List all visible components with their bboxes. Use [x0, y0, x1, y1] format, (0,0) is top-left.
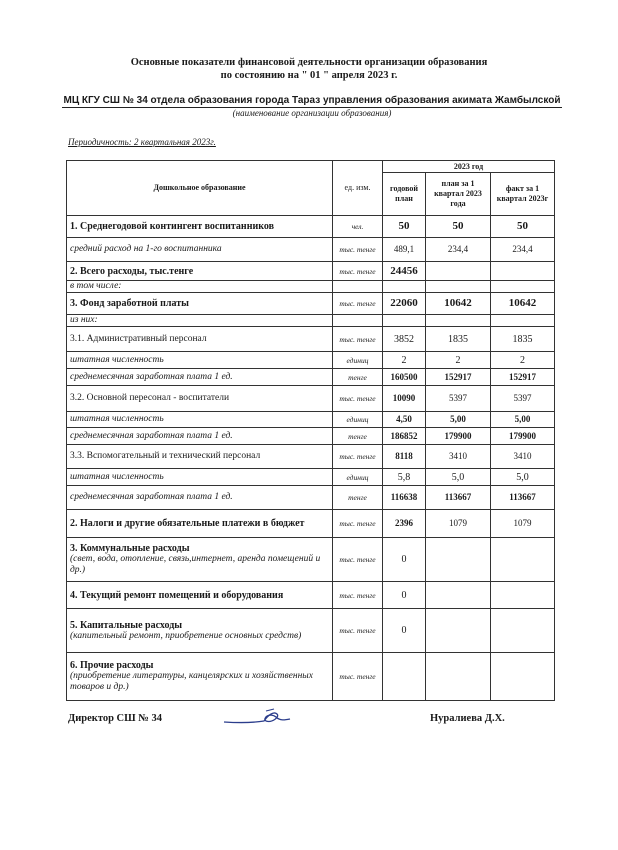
row-fact-q1 [491, 281, 555, 293]
row-plan-q1 [426, 262, 491, 281]
row-plan-q1: 1835 [426, 327, 491, 352]
row-fact-q1: 152917 [491, 369, 555, 386]
table-row [67, 238, 555, 262]
row-name [67, 653, 333, 701]
row-fact-q1: 5,0 [491, 469, 555, 486]
header-plan-year: годовой план [383, 173, 426, 216]
row-fact-q1 [491, 609, 555, 653]
row-unit: тенге [333, 369, 383, 386]
row-unit: тыс. тенге [333, 293, 383, 315]
row-name-detail: (капительный ремонт, приобретение основных средств) [70, 630, 302, 641]
header-name: Дошкольное образование [67, 161, 333, 216]
row-name: среднемесячная заработная плата 1 ед. [67, 486, 333, 510]
periodicity: Периодичность: 2 квартальная 2023г. [68, 137, 216, 147]
row-fact-q1 [491, 538, 555, 582]
row-plan: 22060 [383, 293, 426, 315]
row-unit: чел. [333, 216, 383, 238]
table-row [67, 582, 555, 609]
row-fact-q1: 234,4 [491, 238, 555, 262]
row-fact-q1: 5397 [491, 386, 555, 412]
row-fact-q1: 3410 [491, 445, 555, 469]
row-plan: 0 [383, 582, 426, 609]
row-name: в том числе: [67, 281, 333, 293]
row-fact-q1: 50 [491, 216, 555, 238]
row-plan-q1: 2 [426, 352, 491, 369]
table-row [67, 315, 555, 327]
row-plan-q1: 1079 [426, 510, 491, 538]
row-name: штатная численность [67, 352, 333, 369]
row-name: штатная численность [67, 469, 333, 486]
header-fact-q1: факт за 1 квартал 2023г [491, 173, 555, 216]
row-plan-q1 [426, 538, 491, 582]
row-name: 3.3. Вспомогательный и технический персонал [67, 445, 333, 469]
row-plan-q1: 5,0 [426, 469, 491, 486]
row-plan-q1: 5397 [426, 386, 491, 412]
row-plan [383, 315, 426, 327]
row-plan-q1: 50 [426, 216, 491, 238]
row-name-detail: (свет, вода, отопление, связь,интернет, аренда помещений и др.) [70, 554, 321, 575]
report-title-line2: по состоянию на " 01 " апреля 2023 г. [220, 70, 398, 81]
row-plan-q1: 5,00 [426, 412, 491, 428]
row-plan: 24456 [383, 262, 426, 281]
row-unit: единиц [333, 352, 383, 369]
row-name: 3.2. Основной пересонал - воспитатели [67, 386, 333, 412]
table-row [67, 216, 555, 238]
row-plan-q1 [426, 653, 491, 701]
row-unit: тыс. тенге [333, 510, 383, 538]
table-row [67, 510, 555, 538]
table-row [67, 386, 555, 412]
table-row [67, 445, 555, 469]
row-plan: 10090 [383, 386, 426, 412]
row-name: 2. Налоги и другие обязательные платежи в бюджет [67, 510, 333, 538]
row-plan: 5,8 [383, 469, 426, 486]
row-unit: тыс. тенге [333, 445, 383, 469]
row-plan [383, 281, 426, 293]
row-unit: тенге [333, 486, 383, 510]
row-plan: 4,50 [383, 412, 426, 428]
table-row [67, 369, 555, 386]
row-fact-q1 [491, 315, 555, 327]
table-row [67, 428, 555, 445]
table-row [67, 352, 555, 369]
financial-indicators-table [66, 160, 555, 701]
row-name: 4. Текущий ремонт помещений и оборудования [67, 582, 333, 609]
row-plan-q1 [426, 582, 491, 609]
table-row [67, 653, 555, 701]
row-plan-q1: 152917 [426, 369, 491, 386]
row-plan: 50 [383, 216, 426, 238]
row-name-main: 3. Коммунальные расходы [70, 543, 190, 554]
row-unit: тыс. тенге [333, 653, 383, 701]
row-name: среднемесячная заработная плата 1 ед. [67, 428, 333, 445]
row-plan-q1: 10642 [426, 293, 491, 315]
row-name: 3. Фонд заработной платы [67, 293, 333, 315]
row-plan: 8118 [383, 445, 426, 469]
report-title-line1: Основные показатели финансовой деятельности организации образования [130, 57, 488, 68]
table-row [67, 327, 555, 352]
row-fact-q1 [491, 582, 555, 609]
row-plan: 3852 [383, 327, 426, 352]
row-plan: 116638 [383, 486, 426, 510]
row-plan-q1: 113667 [426, 486, 491, 510]
row-fact-q1: 1835 [491, 327, 555, 352]
table-row [67, 538, 555, 582]
row-plan-q1: 179900 [426, 428, 491, 445]
row-plan: 2396 [383, 510, 426, 538]
row-plan: 0 [383, 538, 426, 582]
row-unit: тыс. тенге [333, 262, 383, 281]
row-fact-q1: 2 [491, 352, 555, 369]
table-row [67, 281, 555, 293]
row-fact-q1 [491, 262, 555, 281]
row-fact-q1: 10642 [491, 293, 555, 315]
row-unit: тыс. тенге [333, 609, 383, 653]
table-row [67, 486, 555, 510]
row-name [67, 609, 333, 653]
row-unit: тенге [333, 428, 383, 445]
row-plan-q1 [426, 315, 491, 327]
signature-image [222, 703, 292, 733]
row-unit: тыс. тенге [333, 327, 383, 352]
row-name: средний расход на 1-го воспитанника [67, 238, 333, 262]
row-unit: единиц [333, 469, 383, 486]
row-name: из них: [67, 315, 333, 327]
organization-caption: (наименование организации образования) [232, 108, 392, 118]
row-plan: 0 [383, 609, 426, 653]
row-name: 2. Всего расходы, тыс.тенге [67, 262, 333, 281]
row-fact-q1: 179900 [491, 428, 555, 445]
row-unit: единиц [333, 412, 383, 428]
row-name: штатная численность [67, 412, 333, 428]
table-row [67, 469, 555, 486]
row-fact-q1: 113667 [491, 486, 555, 510]
row-fact-q1: 1079 [491, 510, 555, 538]
organization-name: МЦ КГУ СШ № 34 отдела образования города Тараз управления образования акимата Жамбылской [63, 95, 561, 106]
row-unit [333, 315, 383, 327]
row-plan-q1: 234,4 [426, 238, 491, 262]
row-name: 3.1. Административный персонал [67, 327, 333, 352]
table-row [67, 609, 555, 653]
row-unit: тыс. тенге [333, 582, 383, 609]
row-unit: тыс. тенге [333, 538, 383, 582]
header-plan-q1: план за 1 квартал 2023 года [426, 173, 491, 216]
signatory-name: Нуралиева Д.Х. [430, 713, 505, 724]
row-plan-q1 [426, 281, 491, 293]
row-name-main: 6. Прочие расходы [70, 660, 154, 671]
row-plan: 186852 [383, 428, 426, 445]
table-row [67, 262, 555, 281]
row-plan: 160500 [383, 369, 426, 386]
row-plan-q1: 3410 [426, 445, 491, 469]
table-row [67, 293, 555, 315]
row-fact-q1: 5,00 [491, 412, 555, 428]
row-name-detail: (приобретение литературы, канцелярских и хозяйственных товаров и др.) [70, 671, 313, 692]
row-name: среднемесячная заработная плата 1 ед. [67, 369, 333, 386]
row-plan-q1 [426, 609, 491, 653]
row-name: 1. Среднегодовой контингент воспитанников [67, 216, 333, 238]
row-unit [333, 281, 383, 293]
header-year: 2023 год [383, 161, 555, 173]
row-name [67, 538, 333, 582]
row-name-main: 5. Капитальные расходы [70, 619, 183, 631]
signatory-title: Директор СШ № 34 [68, 713, 162, 724]
row-plan: 2 [383, 352, 426, 369]
row-plan: 489,1 [383, 238, 426, 262]
table-row [67, 412, 555, 428]
row-unit: тыс. тенге [333, 238, 383, 262]
header-unit: ед. изм. [333, 161, 383, 216]
row-unit: тыс. тенге [333, 386, 383, 412]
row-fact-q1 [491, 653, 555, 701]
row-plan [383, 653, 426, 701]
